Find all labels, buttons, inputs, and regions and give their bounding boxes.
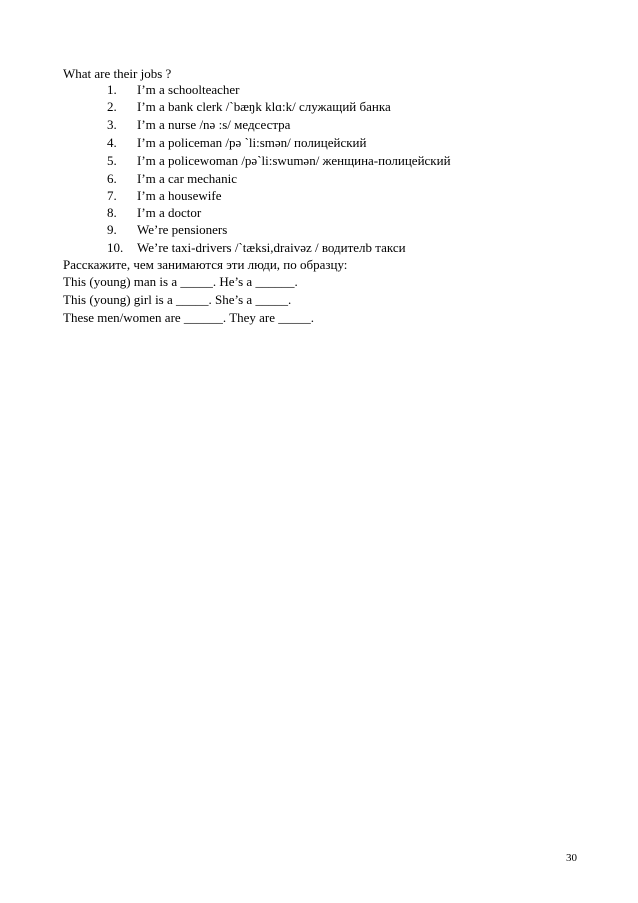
task-instruction: Расскажите, чем занимаются эти люди, по образцу:: [63, 257, 348, 272]
list-item-number: 6.: [107, 171, 117, 186]
list-item-number: 9.: [107, 222, 117, 237]
list-item-number: 7.: [107, 188, 117, 203]
page-number: 30: [566, 852, 577, 864]
list-item-number: 5.: [107, 153, 117, 168]
list-item-text: I’m a bank clerk /`bæŋk klɑ:k/ служащий банка: [137, 99, 391, 114]
list-item-text: We’re pensioners: [137, 222, 228, 237]
list-item-text: I’m a policewoman /pə`li:swumən/ женщина-полицейский: [137, 153, 451, 168]
list-item-text: We’re taxi-drivers /`tæksi,draivəz / водителb такси: [137, 240, 406, 255]
task-line: This (young) girl is a _____. She’s a _____.: [63, 292, 292, 307]
task-line: These men/women are ______. They are _____.: [63, 310, 315, 325]
list-item-text: I’m a doctor: [137, 205, 202, 220]
list-item-text: I’m a nurse /nə :s/ медсестра: [137, 117, 291, 132]
list-item-number: 3.: [107, 117, 117, 132]
list-item-number: 4.: [107, 135, 117, 150]
task-line: This (young) man is a _____. He’s a ______.: [63, 274, 298, 289]
list-item-number: 2.: [107, 99, 117, 114]
section-heading: What are their jobs ?: [63, 66, 172, 81]
list-item-text: I’m a schoolteacher: [137, 82, 240, 97]
list-item-number: 10.: [107, 240, 124, 255]
list-item-number: 1.: [107, 82, 117, 97]
list-item-text: I’m a housewife: [137, 188, 222, 203]
list-item-text: I’m a policeman /pə `li:smən/ полицейский: [137, 135, 367, 150]
list-item-number: 8.: [107, 205, 117, 220]
list-item-text: I’m a car mechanic: [137, 171, 237, 186]
